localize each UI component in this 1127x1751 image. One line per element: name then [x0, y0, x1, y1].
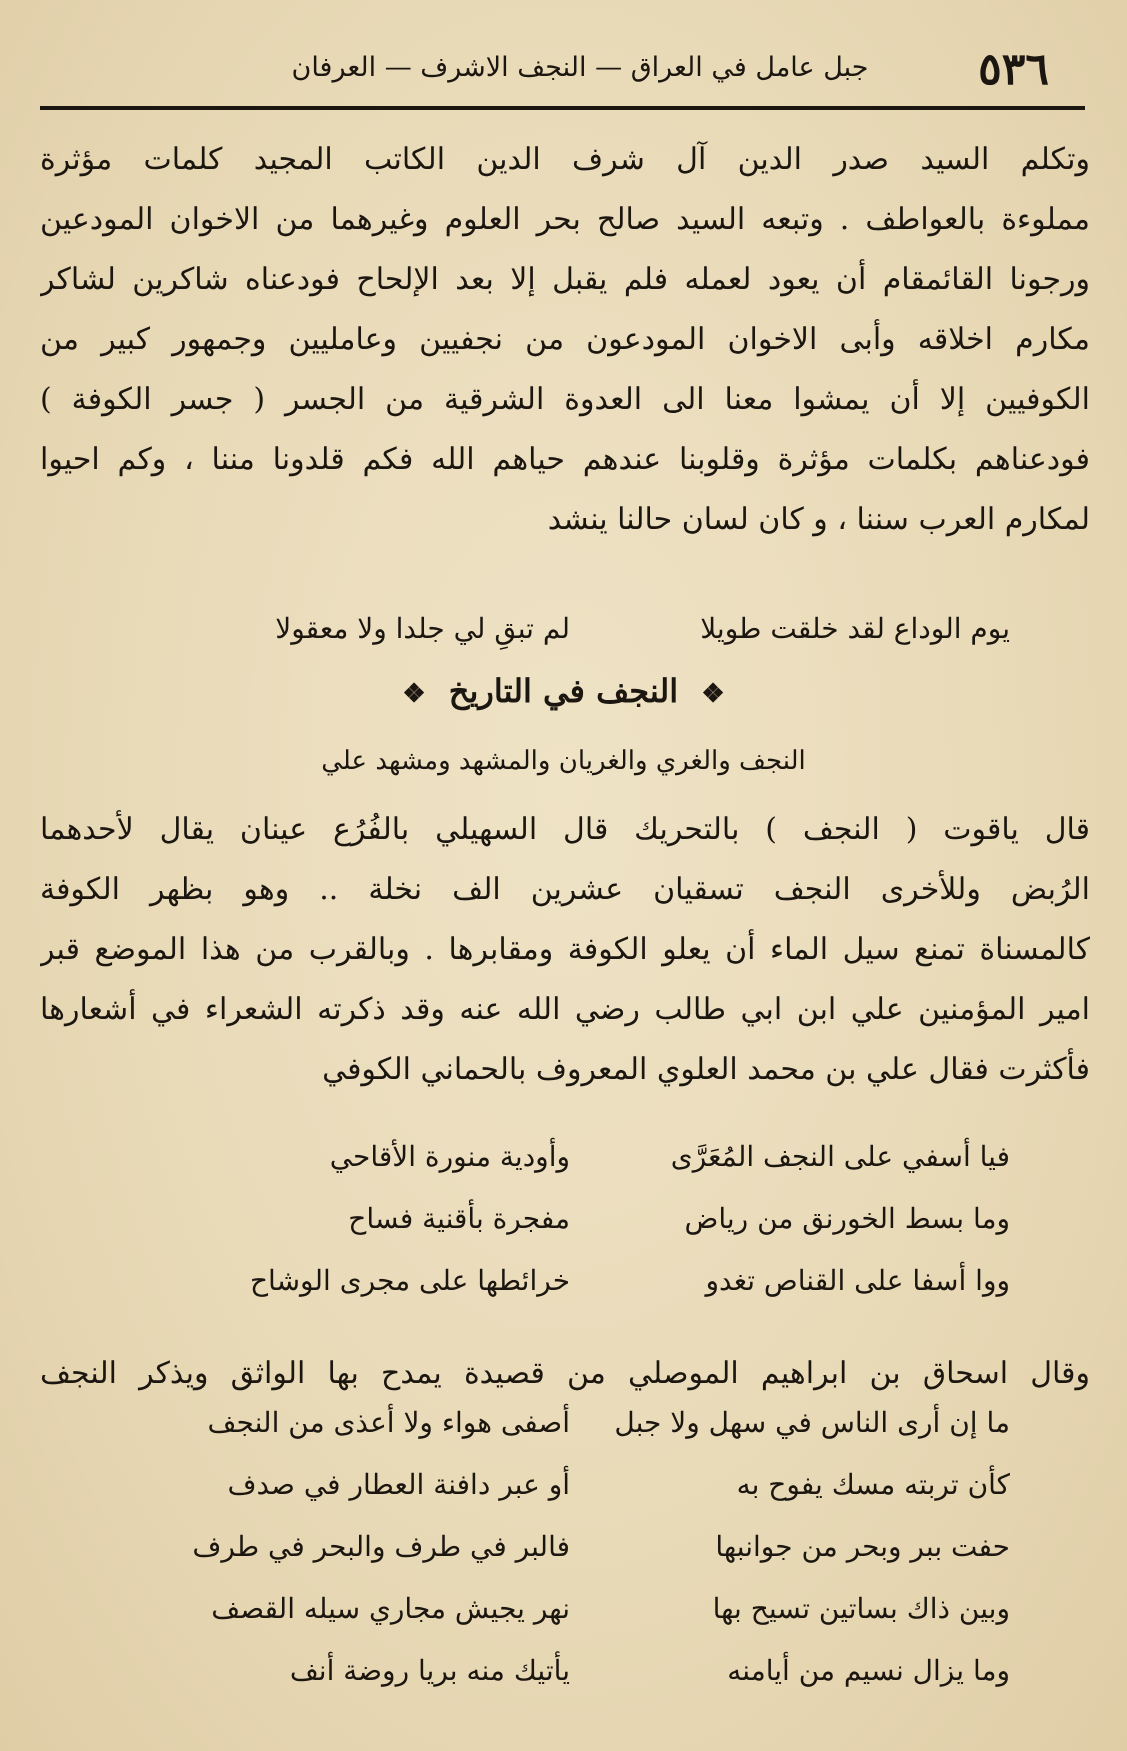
verse-line — [40, 1654, 1090, 1714]
section-heading — [0, 672, 1127, 710]
verse-line — [40, 1202, 1090, 1262]
verse-second-hemistich: يأتيك منه بريا روضة أنف — [289, 1654, 570, 1687]
verse-line — [40, 612, 1090, 672]
page-number: ٥٣٦ — [978, 44, 1049, 95]
text-line: فأكثرت فقال علي بن محمد العلوي المعروف بالحماني الكوفي — [322, 1052, 1090, 1087]
text-line: الكوفيين إلا أن يمشوا معنا الى العدوة الشرقية من الجسر ( جسر الكوفة ) — [40, 382, 1090, 417]
verse-second-hemistich: مفجرة بأقنية فساح — [348, 1202, 570, 1235]
text-line: الرُبض وللأخرى النجف تسقيان عشرين الف نخلة .. وهو بظهر الكوفة — [40, 872, 1090, 907]
text-line: لمكارم العرب سننا ، و كان لسان حالنا ينشد — [547, 502, 1090, 537]
text-line: مكارم اخلاقه وأبى الاخوان المودعون من نجفيين وعامليين وجمهور كبير من — [40, 322, 1090, 357]
verse-second-hemistich: نهر يجيش مجاري سيله القصف — [211, 1592, 570, 1625]
text-line: مملوءة بالعواطف . وتبعه السيد صالح بحر العلوم وغيرهما من الاخوان المودعين — [40, 202, 1090, 237]
verse-first-hemistich: ما إن أرى الناس في سهل ولا جبل — [614, 1406, 1010, 1439]
verse-second-hemistich: خرائطها على مجرى الوشاح — [249, 1264, 570, 1297]
verse-second-hemistich: وأودية منورة الأقاحي — [329, 1140, 570, 1173]
text-line: فودعناهم بكلمات مؤثرة وقلوبنا عندهم حياهم الله فكم قلدونا مننا ، وكم احيوا — [40, 442, 1090, 477]
verse-first-hemistich: وما يزال نسيم من أيامنه — [727, 1654, 1010, 1687]
verse-line — [40, 1592, 1090, 1652]
verse-first-hemistich: يوم الوداع لقد خلقت طويلا — [700, 612, 1010, 645]
verse-second-hemistich: لم تبقِ لي جلدا ولا معقولا — [275, 612, 570, 645]
verse-line — [40, 1468, 1090, 1528]
page-header — [40, 40, 1085, 106]
section-subheading: النجف والغري والغريان والمشهد ومشهد علي — [321, 746, 806, 776]
text-line: وقال اسحاق بن ابراهيم الموصلي من قصيدة يمدح بها الواثق ويذكر النجف — [40, 1356, 1090, 1391]
verse-first-hemistich: حفت ببر وبحر من جوانبها — [715, 1530, 1010, 1563]
header-rule — [40, 106, 1085, 110]
verse-second-hemistich: أو عبر دافنة العطار في صدف — [227, 1468, 570, 1501]
verse-line — [40, 1530, 1090, 1590]
text-line: امير المؤمنين علي ابن ابي طالب رضي الله عنه وقد ذكرته الشعراء في أشعارها — [40, 992, 1090, 1027]
verse-line — [40, 1406, 1090, 1466]
verse-first-hemistich: وبين ذاك بساتين تسيح بها — [712, 1592, 1010, 1625]
verse-line — [40, 1264, 1090, 1324]
running-title: جبل عامل في العراق — النجف الاشرف — العرفان — [291, 52, 869, 83]
text-line: وتكلم السيد صدر الدين آل شرف الدين الكاتب المجيد كلمات مؤثرة — [40, 142, 1090, 177]
verse-second-hemistich: أصفى هواء ولا أعذى من النجف — [207, 1406, 570, 1439]
verse-first-hemistich: وما بسط الخورنق من رياض — [684, 1202, 1010, 1235]
verse-line — [40, 1140, 1090, 1200]
verse-first-hemistich: كأن تربته مسك يفوح به — [736, 1468, 1010, 1501]
text-line: قال ياقوت ( النجف ) بالتحريك قال السهيلي بالفُرُع عينان يقال لأحدهما — [40, 812, 1090, 847]
verse-first-hemistich: ووا أسفا على القناص تغدو — [705, 1264, 1010, 1297]
verse-first-hemistich: فيا أسفي على النجف المُعَرَّى — [670, 1140, 1010, 1173]
paragraph-1 — [40, 130, 1090, 550]
paragraph-3 — [40, 1344, 1090, 1404]
section-title: النجف في التاريخ — [448, 672, 679, 710]
verse-second-hemistich: فالبر في طرف والبحر في طرف — [192, 1530, 570, 1563]
ornament-icon: ❖ — [701, 678, 725, 709]
paragraph-2 — [40, 800, 1090, 1100]
text-line: ورجونا القائمقام أن يعود لعمله فلم يقبل إلا بعد الإلحاح فودعناه شاكرين لشاكر — [40, 262, 1090, 297]
text-line: كالمسناة تمنع سيل الماء أن يعلو الكوفة ومقابرها . وبالقرب من هذا الموضع قبر — [40, 932, 1090, 967]
ornament-icon: ❖ — [402, 678, 426, 709]
